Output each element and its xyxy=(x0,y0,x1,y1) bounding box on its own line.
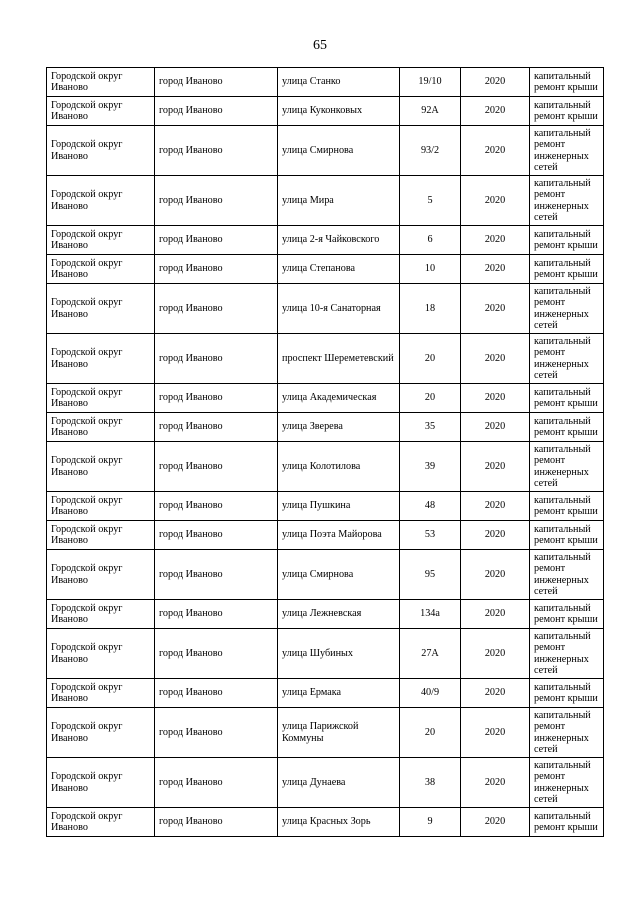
cell-street: улица Куконковых xyxy=(278,97,400,126)
cell-work: капитальный ремонт крыши xyxy=(530,255,604,284)
cell-district: Городской округ Иваново xyxy=(47,708,155,758)
table-row xyxy=(47,679,604,708)
cell-district: Городской округ Иваново xyxy=(47,413,155,442)
table-row xyxy=(47,334,604,384)
table-row xyxy=(47,600,604,629)
cell-street: улица Лежневская xyxy=(278,600,400,629)
cell-work: капитальный ремонт инженерных сетей xyxy=(530,442,604,492)
cell-house: 35 xyxy=(400,413,461,442)
cell-city: город Иваново xyxy=(155,808,278,837)
table-row xyxy=(47,126,604,176)
cell-city: город Иваново xyxy=(155,413,278,442)
cell-city: город Иваново xyxy=(155,550,278,600)
cell-work: капитальный ремонт крыши xyxy=(530,808,604,837)
table-row xyxy=(47,413,604,442)
table-row xyxy=(47,284,604,334)
cell-district: Городской округ Иваново xyxy=(47,550,155,600)
table-body xyxy=(47,68,604,837)
table-row xyxy=(47,442,604,492)
cell-work: капитальный ремонт крыши xyxy=(530,68,604,97)
cell-city: город Иваново xyxy=(155,629,278,679)
cell-work: капитальный ремонт крыши xyxy=(530,413,604,442)
cell-work: капитальный ремонт крыши xyxy=(530,679,604,708)
cell-street: улица Академическая xyxy=(278,384,400,413)
cell-house: 18 xyxy=(400,284,461,334)
cell-house: 6 xyxy=(400,226,461,255)
table-row xyxy=(47,97,604,126)
cell-district: Городской округ Иваново xyxy=(47,68,155,97)
cell-street: улица 10-я Санаторная xyxy=(278,284,400,334)
cell-year: 2020 xyxy=(461,808,530,837)
cell-year: 2020 xyxy=(461,679,530,708)
table-row xyxy=(47,492,604,521)
table-row xyxy=(47,550,604,600)
cell-street: улица Красных Зорь xyxy=(278,808,400,837)
cell-street: улица Колотилова xyxy=(278,442,400,492)
cell-district: Городской округ Иваново xyxy=(47,679,155,708)
table-row xyxy=(47,68,604,97)
cell-street: улица Ермака xyxy=(278,679,400,708)
cell-district: Городской округ Иваново xyxy=(47,492,155,521)
cell-year: 2020 xyxy=(461,176,530,226)
cell-district: Городской округ Иваново xyxy=(47,126,155,176)
cell-city: город Иваново xyxy=(155,384,278,413)
cell-house: 134а xyxy=(400,600,461,629)
cell-year: 2020 xyxy=(461,629,530,679)
cell-street: улица 2-я Чайковского xyxy=(278,226,400,255)
cell-house: 27А xyxy=(400,629,461,679)
cell-year: 2020 xyxy=(461,758,530,808)
cell-city: город Иваново xyxy=(155,126,278,176)
cell-district: Городской округ Иваново xyxy=(47,629,155,679)
cell-house: 39 xyxy=(400,442,461,492)
cell-district: Городской округ Иваново xyxy=(47,284,155,334)
cell-work: капитальный ремонт инженерных сетей xyxy=(530,126,604,176)
cell-house: 93/2 xyxy=(400,126,461,176)
cell-year: 2020 xyxy=(461,226,530,255)
cell-street: улица Дунаева xyxy=(278,758,400,808)
cell-city: город Иваново xyxy=(155,492,278,521)
cell-city: город Иваново xyxy=(155,68,278,97)
table-row xyxy=(47,226,604,255)
cell-district: Городской округ Иваново xyxy=(47,808,155,837)
cell-work: капитальный ремонт крыши xyxy=(530,492,604,521)
cell-work: капитальный ремонт инженерных сетей xyxy=(530,176,604,226)
cell-house: 38 xyxy=(400,758,461,808)
cell-street: проспект Шереметевский xyxy=(278,334,400,384)
cell-year: 2020 xyxy=(461,97,530,126)
cell-district: Городской округ Иваново xyxy=(47,442,155,492)
table-row xyxy=(47,808,604,837)
cell-city: город Иваново xyxy=(155,442,278,492)
cell-city: город Иваново xyxy=(155,521,278,550)
cell-city: город Иваново xyxy=(155,758,278,808)
cell-house: 40/9 xyxy=(400,679,461,708)
cell-work: капитальный ремонт крыши xyxy=(530,384,604,413)
cell-year: 2020 xyxy=(461,550,530,600)
cell-work: капитальный ремонт крыши xyxy=(530,600,604,629)
cell-district: Городской округ Иваново xyxy=(47,521,155,550)
table-row xyxy=(47,521,604,550)
cell-street: улица Парижской Коммуны xyxy=(278,708,400,758)
cell-street: улица Поэта Майорова xyxy=(278,521,400,550)
repair-register-table xyxy=(46,67,604,837)
cell-house: 19/10 xyxy=(400,68,461,97)
cell-house: 20 xyxy=(400,384,461,413)
cell-work: капитальный ремонт крыши xyxy=(530,521,604,550)
cell-house: 95 xyxy=(400,550,461,600)
cell-work: капитальный ремонт инженерных сетей xyxy=(530,334,604,384)
cell-year: 2020 xyxy=(461,600,530,629)
cell-street: улица Пушкина xyxy=(278,492,400,521)
page-number: 65 xyxy=(313,38,327,53)
table-row xyxy=(47,758,604,808)
cell-year: 2020 xyxy=(461,284,530,334)
cell-city: город Иваново xyxy=(155,284,278,334)
cell-work: капитальный ремонт крыши xyxy=(530,226,604,255)
cell-house: 20 xyxy=(400,708,461,758)
cell-city: город Иваново xyxy=(155,176,278,226)
cell-district: Городской округ Иваново xyxy=(47,176,155,226)
cell-year: 2020 xyxy=(461,68,530,97)
cell-street: улица Смирнова xyxy=(278,550,400,600)
cell-year: 2020 xyxy=(461,126,530,176)
cell-city: город Иваново xyxy=(155,255,278,284)
cell-year: 2020 xyxy=(461,708,530,758)
cell-house: 20 xyxy=(400,334,461,384)
cell-street: улица Зверева xyxy=(278,413,400,442)
cell-district: Городской округ Иваново xyxy=(47,758,155,808)
table-row xyxy=(47,629,604,679)
cell-year: 2020 xyxy=(461,413,530,442)
cell-street: улица Смирнова xyxy=(278,126,400,176)
cell-house: 48 xyxy=(400,492,461,521)
cell-city: город Иваново xyxy=(155,679,278,708)
cell-city: город Иваново xyxy=(155,600,278,629)
cell-street: улица Шубиных xyxy=(278,629,400,679)
cell-work: капитальный ремонт инженерных сетей xyxy=(530,758,604,808)
cell-house: 5 xyxy=(400,176,461,226)
cell-year: 2020 xyxy=(461,255,530,284)
cell-city: город Иваново xyxy=(155,97,278,126)
cell-street: улица Станко xyxy=(278,68,400,97)
cell-year: 2020 xyxy=(461,492,530,521)
cell-work: капитальный ремонт инженерных сетей xyxy=(530,550,604,600)
cell-house: 9 xyxy=(400,808,461,837)
cell-work: капитальный ремонт инженерных сетей xyxy=(530,629,604,679)
cell-work: капитальный ремонт инженерных сетей xyxy=(530,284,604,334)
cell-work: капитальный ремонт крыши xyxy=(530,97,604,126)
table-row xyxy=(47,384,604,413)
cell-district: Городской округ Иваново xyxy=(47,334,155,384)
cell-year: 2020 xyxy=(461,334,530,384)
cell-city: город Иваново xyxy=(155,226,278,255)
cell-year: 2020 xyxy=(461,442,530,492)
cell-district: Городской округ Иваново xyxy=(47,226,155,255)
table-row xyxy=(47,255,604,284)
cell-district: Городской округ Иваново xyxy=(47,384,155,413)
cell-year: 2020 xyxy=(461,521,530,550)
cell-district: Городской округ Иваново xyxy=(47,255,155,284)
cell-city: город Иваново xyxy=(155,708,278,758)
cell-street: улица Мира xyxy=(278,176,400,226)
cell-house: 53 xyxy=(400,521,461,550)
table-row xyxy=(47,708,604,758)
cell-year: 2020 xyxy=(461,384,530,413)
table-row xyxy=(47,176,604,226)
cell-work: капитальный ремонт инженерных сетей xyxy=(530,708,604,758)
cell-district: Городской округ Иваново xyxy=(47,97,155,126)
cell-city: город Иваново xyxy=(155,334,278,384)
cell-house: 10 xyxy=(400,255,461,284)
cell-district: Городской округ Иваново xyxy=(47,600,155,629)
cell-street: улица Степанова xyxy=(278,255,400,284)
cell-house: 92А xyxy=(400,97,461,126)
